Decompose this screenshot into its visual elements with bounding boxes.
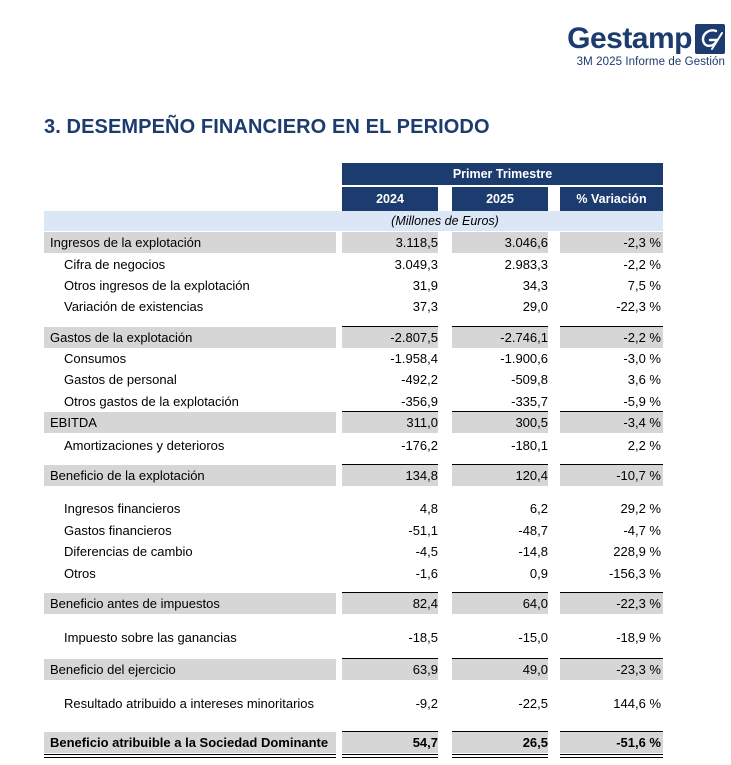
value-variation: 228,9 % — [613, 544, 661, 559]
row-label: Gastos de personal — [64, 372, 177, 387]
value-variation: 3,6 % — [627, 372, 661, 387]
row-label: Gastos financieros — [64, 523, 172, 538]
value-variation: 2,2 % — [627, 438, 661, 453]
row-label: Beneficio atribuible a la Sociedad Dominante — [50, 735, 329, 750]
value-2025: -14,8 — [518, 544, 548, 559]
value-variation: -2,2 % — [623, 330, 661, 345]
value-2025: -15,0 — [518, 630, 548, 645]
row-label: Variación de existencias — [64, 299, 204, 314]
table-row — [44, 693, 663, 714]
row-label: Beneficio de la explotación — [50, 468, 205, 483]
value-variation: -3,4 % — [623, 415, 661, 430]
report-header — [567, 22, 725, 68]
value-variation: -2,3 % — [623, 235, 661, 250]
row-label: Impuesto sobre las ganancias — [64, 630, 237, 645]
row-label: Otros ingresos de la explotación — [64, 278, 250, 293]
row-label: Beneficio del ejercicio — [50, 662, 176, 677]
column-group-header: Primer Trimestre — [342, 163, 663, 185]
value-2024: 4,8 — [419, 501, 438, 516]
value-2024: -4,5 — [415, 544, 438, 559]
value-2024: -492,2 — [401, 372, 438, 387]
value-variation: -51,6 % — [616, 735, 661, 750]
table-row — [44, 659, 663, 680]
double-underline — [560, 754, 663, 755]
value-2024: -2.807,5 — [390, 330, 438, 345]
value-variation: 7,5 % — [627, 278, 661, 293]
double-underline — [44, 757, 336, 758]
value-2025: 0,9 — [529, 566, 548, 581]
value-2025: 3.046,6 — [504, 235, 548, 250]
column-header-variation: % Variación — [560, 187, 663, 211]
table-row — [44, 275, 663, 296]
report-subtitle: 3M 2025 Informe de Gestión — [576, 56, 725, 68]
double-underline — [342, 757, 438, 758]
row-label: EBITDA — [50, 415, 97, 430]
table-row — [44, 498, 663, 519]
double-underline — [452, 754, 548, 755]
value-2025: 2.983,3 — [504, 257, 548, 272]
value-2025: -1.900,6 — [500, 351, 548, 366]
row-label: Consumos — [64, 351, 127, 366]
value-2025: -2.746,1 — [500, 330, 548, 345]
column-header-2025: 2025 — [452, 187, 548, 211]
value-2025: -335,7 — [511, 394, 548, 409]
value-2025: 29,0 — [522, 299, 548, 314]
column-header-2024: 2024 — [342, 187, 438, 211]
value-2025: -22,5 — [518, 696, 548, 711]
row-label: Otros — [64, 566, 96, 581]
value-2025: 6,2 — [529, 501, 548, 516]
table-row — [44, 465, 663, 486]
brand-name: Gestamp — [567, 22, 692, 55]
row-label: Cifra de negocios — [64, 257, 166, 272]
table-row — [44, 520, 663, 541]
table-row — [44, 391, 663, 412]
value-variation: -18,9 % — [616, 630, 661, 645]
value-2024: 82,4 — [412, 596, 438, 611]
table-row — [44, 627, 663, 648]
table-row — [44, 412, 663, 433]
row-label: Ingresos financieros — [64, 501, 181, 516]
value-2025: -48,7 — [518, 523, 548, 538]
value-2024: -9,2 — [415, 696, 438, 711]
value-2025: 300,5 — [515, 415, 548, 430]
double-underline — [44, 754, 336, 755]
double-underline — [452, 757, 548, 758]
value-variation: -3,0 % — [623, 351, 661, 366]
value-2025: -509,8 — [511, 372, 548, 387]
value-variation: -22,3 % — [616, 596, 661, 611]
table-row — [44, 254, 663, 275]
units-label: (Millones de Euros) — [391, 214, 499, 228]
value-2024: 134,8 — [405, 468, 438, 483]
value-variation: -156,3 % — [608, 566, 661, 581]
table-row — [44, 348, 663, 369]
value-2024: -1.958,4 — [390, 351, 438, 366]
value-2025: 120,4 — [515, 468, 548, 483]
value-2024: -356,9 — [401, 394, 438, 409]
value-2025: 64,0 — [522, 596, 548, 611]
value-2024: 37,3 — [412, 299, 438, 314]
table-row — [44, 593, 663, 614]
table-row — [44, 563, 663, 584]
double-underline — [342, 754, 438, 755]
value-2025: -180,1 — [511, 438, 548, 453]
value-2024: 311,0 — [406, 415, 438, 430]
section-title: 3. DESEMPEÑO FINANCIERO EN EL PERIODO — [44, 116, 490, 138]
value-variation: -23,3 % — [616, 662, 661, 677]
value-2024: 63,9 — [412, 662, 438, 677]
table-row — [44, 435, 663, 456]
value-2024: -176,2 — [401, 438, 438, 453]
gestamp-logo-icon — [695, 24, 725, 54]
table-row — [44, 732, 663, 753]
table-row — [44, 232, 663, 253]
table-row — [44, 296, 663, 317]
value-variation: -10,7 % — [616, 468, 661, 483]
row-label: Ingresos de la explotación — [50, 235, 202, 250]
value-2025: 26,5 — [522, 735, 548, 750]
value-variation: 29,2 % — [620, 501, 661, 516]
row-label: Resultado atribuido a intereses minoritarios — [64, 696, 315, 711]
table-row — [44, 327, 663, 348]
row-label: Amortizaciones y deterioros — [64, 438, 225, 453]
table-row — [44, 369, 663, 390]
value-2024: 3.049,3 — [394, 257, 438, 272]
value-variation: -22,3 % — [616, 299, 661, 314]
table-row — [44, 541, 663, 562]
value-2025: 34,3 — [522, 278, 548, 293]
row-label: Diferencias de cambio — [64, 544, 193, 559]
value-2024: 54,7 — [412, 735, 438, 750]
value-2025: 49,0 — [522, 662, 548, 677]
row-label: Beneficio antes de impuestos — [50, 596, 220, 611]
value-variation: -4,7 % — [623, 523, 661, 538]
value-variation: 144,6 % — [613, 696, 661, 711]
row-label: Otros gastos de la explotación — [64, 394, 239, 409]
row-label: Gastos de la explotación — [50, 330, 193, 345]
value-2024: -18,5 — [408, 630, 438, 645]
value-2024: 31,9 — [412, 278, 438, 293]
value-variation: -5,9 % — [623, 394, 661, 409]
brand — [567, 22, 725, 56]
value-2024: -51,1 — [408, 523, 438, 538]
value-2024: -1,6 — [415, 566, 438, 581]
double-underline — [560, 757, 663, 758]
value-2024: 3.118,5 — [395, 235, 438, 250]
value-variation: -2,2 % — [623, 257, 661, 272]
